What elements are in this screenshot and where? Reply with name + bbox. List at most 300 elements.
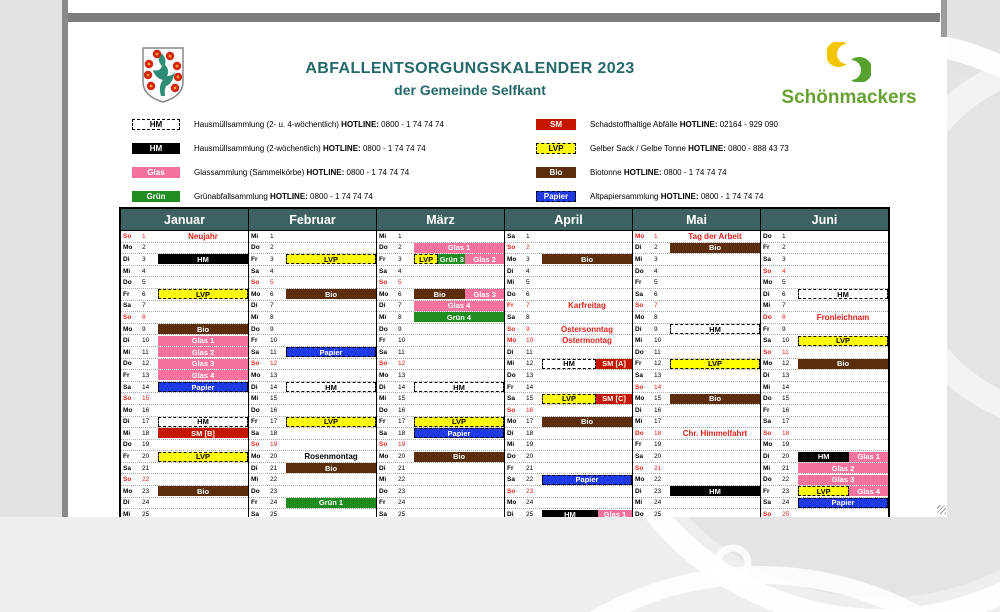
calendar-day-row (761, 509, 888, 517)
day-number: 2 (142, 244, 146, 252)
weekday-label: Sa (379, 348, 387, 356)
calendar-day-row (249, 486, 376, 498)
legend-swatch-hm_d: HM (132, 119, 180, 130)
calendar-day-row (377, 405, 504, 417)
day-number: 14 (142, 383, 150, 391)
day-number: 9 (398, 325, 402, 333)
day-number: 16 (654, 406, 662, 414)
day-number: 16 (782, 406, 790, 414)
day-number: 11 (398, 348, 405, 356)
day-number: 14 (782, 383, 790, 391)
bar-glas: Glas 1 (414, 243, 504, 253)
calendar-day-row (633, 382, 760, 394)
day-number: 6 (142, 290, 146, 298)
bar-hm_d: HM (798, 289, 888, 299)
calendar-day-row (761, 382, 888, 394)
weekday-label: So (507, 244, 516, 252)
day-number: 23 (654, 487, 662, 495)
weekday-label: Sa (507, 313, 515, 321)
weekday-label: Mi (251, 476, 259, 484)
day-bars (286, 463, 376, 473)
day-number: 15 (782, 395, 790, 403)
day-number: 20 (654, 453, 662, 461)
day-bars (542, 243, 632, 253)
day-bars (286, 289, 376, 299)
weekday-label: So (379, 279, 388, 287)
weekday-label: So (379, 360, 388, 368)
day-number: 21 (142, 464, 150, 472)
day-number: 11 (654, 348, 661, 356)
day-number: 19 (654, 441, 662, 449)
legend-swatch-bio: Bio (536, 167, 576, 178)
weekday-label: Do (379, 244, 388, 252)
weekday-label: Do (635, 267, 644, 275)
legend-item (536, 112, 936, 136)
day-number: 20 (782, 453, 790, 461)
day-bars (798, 486, 888, 496)
legend-item (132, 136, 527, 160)
calendar-day-row (761, 463, 888, 475)
bar-sm: SM [C] (596, 394, 632, 404)
calendar-day-row (121, 324, 248, 336)
calendar-day-row (505, 370, 632, 382)
day-number: 23 (398, 487, 406, 495)
day-bars (414, 475, 504, 485)
day-number: 24 (270, 499, 278, 507)
day-bars (670, 440, 760, 450)
weekday-label: Fr (379, 337, 386, 345)
calendar-day-row (505, 509, 632, 517)
weekday-label: Fr (379, 499, 386, 507)
legend-swatch-sm: SM (536, 119, 576, 130)
calendar-day-row (377, 474, 504, 486)
weekday-label: Mo (123, 325, 133, 333)
calendar-day-row (505, 347, 632, 359)
calendar-day-row (121, 289, 248, 301)
day-number: 17 (526, 418, 534, 426)
day-bars (798, 405, 888, 415)
day-bars (286, 486, 376, 496)
day-bars (542, 266, 632, 276)
weekday-label: Sa (635, 453, 643, 461)
bar-lvp: LVP (670, 359, 760, 369)
weekday-label: Do (763, 313, 772, 321)
day-bars (670, 289, 760, 299)
weekday-label: Do (763, 476, 772, 484)
weekday-label: Di (763, 371, 770, 379)
weekday-label: Sa (507, 232, 515, 240)
day-bars (798, 254, 888, 264)
day-bars (286, 231, 376, 241)
weekday-label: Do (379, 325, 388, 333)
calendar-day-row (761, 393, 888, 405)
hotline-label: HOTLINE: (660, 191, 699, 201)
weekday-label: Do (635, 348, 644, 356)
day-bars (542, 324, 632, 334)
legend-item-text: Gelber Sack / Gelbe Tonne HOTLINE: 0800 - 888 43 73 (590, 143, 789, 153)
day-number: 15 (270, 395, 278, 403)
bar-lvp: LVP (286, 254, 376, 264)
day-bars (158, 428, 248, 438)
calendar-day-row (505, 486, 632, 498)
legend-item-text: Schadstoffhaltige Abfälle HOTLINE: 02164 - 929 090 (590, 119, 778, 129)
day-number: 14 (526, 383, 534, 391)
day-number: 7 (526, 302, 530, 310)
bar-glas: Glas 4 (414, 301, 504, 311)
day-bars (542, 312, 632, 322)
day-bars (798, 301, 888, 311)
bar-glas: Glas 4 (158, 370, 248, 380)
calendar-table (119, 207, 890, 517)
month-column-februar (249, 231, 377, 517)
day-number: 23 (142, 487, 150, 495)
weekday-label: Di (379, 383, 386, 391)
weekday-label: So (123, 476, 132, 484)
weekday-label: Do (123, 279, 132, 287)
day-bars (670, 510, 760, 517)
calendar-day-row (249, 254, 376, 266)
day-number: 18 (654, 429, 662, 437)
day-bars (798, 370, 888, 380)
day-bars (670, 498, 760, 508)
day-bars (798, 289, 888, 299)
weekday-label: So (507, 325, 516, 333)
weekday-label: Fr (763, 325, 770, 333)
weekday-label: Mi (635, 499, 643, 507)
day-bars (670, 301, 760, 311)
bar-glas: Glas 3 (465, 289, 504, 299)
day-bars (670, 405, 760, 415)
day-number: 10 (142, 337, 150, 345)
title-line-1: ABFALLENTSORGUNGSKALENDER 2023 (305, 60, 635, 77)
day-bars (286, 278, 376, 288)
bar-glas: Glas 1 (158, 336, 248, 346)
day-bars (286, 266, 376, 276)
bar-pap: Papier (542, 475, 632, 485)
bar-glas: Glas 4 (849, 486, 888, 496)
day-bars (158, 440, 248, 450)
day-bars (414, 405, 504, 415)
bar-bio: Bio (414, 289, 465, 299)
day-bars (158, 510, 248, 517)
calendar-day-row (505, 243, 632, 255)
calendar-day-row (633, 428, 760, 440)
weekday-label: Fr (251, 418, 258, 426)
day-number: 19 (526, 441, 534, 449)
legend-item (536, 160, 936, 184)
weekday-label: So (123, 232, 132, 240)
day-number: 19 (398, 441, 406, 449)
day-bars (414, 417, 504, 427)
day-number: 1 (142, 232, 146, 240)
weekday-label: Fr (635, 360, 642, 368)
calendar-day-row (505, 405, 632, 417)
logo-text: Schönmackers (781, 87, 917, 108)
day-bars (158, 405, 248, 415)
bar-hol: Karfreitag (568, 301, 606, 311)
bar-bio: Bio (542, 254, 632, 264)
day-bars (414, 347, 504, 357)
weekday-label: Sa (251, 511, 259, 517)
day-bars (798, 428, 888, 438)
weekday-label: Mi (635, 337, 643, 345)
weekday-label: Mi (763, 383, 771, 391)
bar-sm: SM [B] (158, 428, 248, 438)
day-number: 4 (270, 267, 274, 275)
calendar-day-row (377, 509, 504, 517)
day-number: 23 (782, 487, 790, 495)
weekday-label: Mo (251, 371, 261, 379)
day-number: 25 (654, 511, 662, 517)
day-bars (542, 231, 632, 241)
day-number: 6 (526, 290, 530, 298)
day-number: 19 (142, 441, 150, 449)
weekday-label: Mo (635, 313, 645, 321)
hotline-label: HOTLINE: (322, 143, 361, 153)
day-number: 22 (398, 476, 406, 484)
day-number: 21 (398, 464, 406, 472)
day-bars (670, 231, 760, 241)
day-number: 12 (398, 360, 406, 368)
weekday-label: Di (123, 418, 130, 426)
calendar-day-row (377, 463, 504, 475)
legend-right (536, 112, 936, 208)
calendar-day-row (633, 289, 760, 301)
weekday-label: Sa (635, 290, 643, 298)
calendar-day-row (249, 405, 376, 417)
day-bars (670, 417, 760, 427)
day-number: 23 (526, 487, 534, 495)
day-number: 5 (398, 279, 402, 287)
day-bars (158, 463, 248, 473)
month-column-mai (633, 231, 761, 517)
calendar-day-row (633, 486, 760, 498)
calendar-day-row (505, 382, 632, 394)
day-bars (286, 370, 376, 380)
day-bars (158, 347, 248, 357)
calendar-day-row (249, 266, 376, 278)
day-number: 14 (398, 383, 406, 391)
day-bars (670, 394, 760, 404)
day-number: 9 (142, 325, 146, 333)
day-bars (414, 486, 504, 496)
day-bars (414, 394, 504, 404)
calendar-day-row (633, 474, 760, 486)
day-bars (670, 254, 760, 264)
weekday-label: Mi (507, 441, 515, 449)
day-number: 4 (142, 267, 146, 275)
day-number: 16 (142, 406, 150, 414)
day-number: 6 (782, 290, 786, 298)
day-number: 25 (142, 511, 150, 517)
weekday-label: So (251, 441, 260, 449)
day-number: 11 (782, 348, 789, 356)
day-number: 5 (526, 279, 530, 287)
day-bars (286, 498, 376, 508)
day-number: 25 (270, 511, 278, 517)
day-number: 3 (270, 255, 274, 263)
bar-hol: Neujahr (188, 231, 218, 241)
weekday-label: Mo (763, 279, 773, 287)
day-bars (798, 498, 888, 508)
calendar-day-row (377, 359, 504, 371)
weekday-label: Mi (379, 313, 387, 321)
calendar-day-row (761, 451, 888, 463)
calendar-day-row (121, 335, 248, 347)
resize-handle[interactable] (937, 505, 946, 514)
bar-bio: Bio (542, 417, 632, 427)
day-number: 5 (270, 279, 274, 287)
weekday-label: Sa (379, 429, 387, 437)
day-bars (286, 394, 376, 404)
day-number: 10 (270, 337, 278, 345)
calendar-day-row (761, 289, 888, 301)
bar-pap: Papier (158, 382, 248, 392)
calendar-day-row (761, 486, 888, 498)
calendar-day-row (377, 393, 504, 405)
bar-pap: Papier (414, 428, 504, 438)
calendar-day-row (761, 266, 888, 278)
calendar-day-row (633, 440, 760, 452)
calendar-day-row (249, 428, 376, 440)
weekday-label: So (251, 279, 260, 287)
month-column-juni (761, 231, 888, 517)
calendar-day-row (121, 277, 248, 289)
day-bars (798, 452, 888, 462)
calendar-day-row (377, 266, 504, 278)
weekday-label: Fr (507, 464, 514, 472)
weekday-label: Mo (379, 453, 389, 461)
weekday-label: So (635, 464, 644, 472)
bar-glas: Glas 2 (465, 254, 504, 264)
day-bars (158, 370, 248, 380)
calendar-day-row (505, 498, 632, 510)
bar-gruen: Grün 1 (286, 498, 376, 508)
legend-item-text: Hausmüllsammlung (2-wöchentlich) HOTLINE: 0800 - 1 74 74 74 (194, 143, 426, 153)
bar-bio: Bio (670, 394, 760, 404)
day-number: 25 (526, 511, 534, 517)
calendar-day-row (121, 463, 248, 475)
day-bars (670, 382, 760, 392)
weekday-label: Sa (507, 476, 515, 484)
day-bars (798, 266, 888, 276)
day-bars (286, 312, 376, 322)
day-bars (158, 417, 248, 427)
calendar-day-row (249, 440, 376, 452)
weekday-label: Sa (635, 371, 643, 379)
day-bars (414, 498, 504, 508)
day-number: 2 (270, 244, 274, 252)
day-bars (286, 475, 376, 485)
weekday-label: Mi (379, 476, 387, 484)
calendar-day-row (505, 289, 632, 301)
weekday-label: So (763, 429, 772, 437)
calendar-day-row (377, 370, 504, 382)
day-bars (414, 370, 504, 380)
calendar-day-row (249, 277, 376, 289)
hotline-label: HOTLINE: (341, 119, 379, 129)
day-bars (542, 254, 632, 264)
weekday-label: So (379, 441, 388, 449)
weekday-label: Fr (507, 383, 514, 391)
day-bars (414, 243, 504, 253)
calendar-day-row (377, 486, 504, 498)
day-number: 13 (526, 371, 534, 379)
legend-swatch-glas: Glas (132, 167, 180, 178)
calendar-day-row (121, 359, 248, 371)
day-bars (286, 405, 376, 415)
bar-hm_d: HM (670, 324, 760, 334)
calendar-day-row (761, 277, 888, 289)
selfkant-coat-of-arms-icon (140, 46, 186, 104)
day-number: 17 (398, 418, 406, 426)
weekday-label: Sa (251, 267, 259, 275)
day-number: 13 (654, 371, 662, 379)
weekday-label: So (507, 487, 516, 495)
page-divider-bar (68, 13, 940, 22)
weekday-label: Fr (123, 453, 130, 461)
day-number: 24 (398, 499, 406, 507)
day-bars (158, 231, 248, 241)
calendar-day-row (505, 428, 632, 440)
legend-item-text: Altpapiersammlung HOTLINE: 0800 - 1 74 74 74 (590, 191, 764, 201)
day-number: 1 (654, 232, 658, 240)
calendar-day-row (121, 347, 248, 359)
hotline-label: HOTLINE: (623, 167, 662, 177)
day-bars (542, 405, 632, 415)
calendar-day-row (377, 289, 504, 301)
day-bars (414, 463, 504, 473)
day-bars (542, 359, 632, 369)
day-bars (542, 463, 632, 473)
bar-lvp: LVP (798, 336, 888, 346)
weekday-label: Do (379, 406, 388, 414)
day-number: 6 (270, 290, 274, 298)
title-line-2: der Gemeinde Selfkant (394, 82, 546, 98)
calendar-day-row (121, 498, 248, 510)
day-bars (542, 510, 632, 517)
legend-item (536, 184, 936, 208)
calendar-day-row (249, 393, 376, 405)
day-bars (158, 301, 248, 311)
day-bars (286, 382, 376, 392)
calendar-day-row (121, 405, 248, 417)
legend-item-text: Glassammlung (Sammelkörbe) HOTLINE: 0800 - 1 74 74 74 (194, 167, 410, 177)
day-bars (542, 486, 632, 496)
hotline-label: HOTLINE: (270, 191, 308, 201)
weekday-label: Sa (763, 337, 771, 345)
weekday-label: So (763, 348, 772, 356)
day-number: 18 (142, 429, 150, 437)
calendar-day-row (505, 463, 632, 475)
calendar-day-row (761, 498, 888, 510)
weekday-label: Mi (251, 232, 259, 240)
weekday-label: Fr (123, 290, 130, 298)
bar-hm_d: HM (542, 359, 596, 369)
day-number: 5 (782, 279, 786, 287)
day-bars (542, 370, 632, 380)
bar-pap: Papier (286, 347, 376, 357)
day-bars (798, 440, 888, 450)
calendar-day-row (633, 335, 760, 347)
weekday-label: So (763, 267, 772, 275)
day-number: 2 (654, 244, 658, 252)
bar-bio: Bio (286, 289, 376, 299)
weekday-label: Fr (251, 255, 258, 263)
scrollbar-thumb[interactable] (941, 0, 947, 37)
weekday-label: Mi (251, 313, 259, 321)
legend-item-text: Hausmüllsammlung (2- u. 4-wöchentlich) HOTLINE: 0800 - 1 74 74 74 (194, 119, 444, 129)
